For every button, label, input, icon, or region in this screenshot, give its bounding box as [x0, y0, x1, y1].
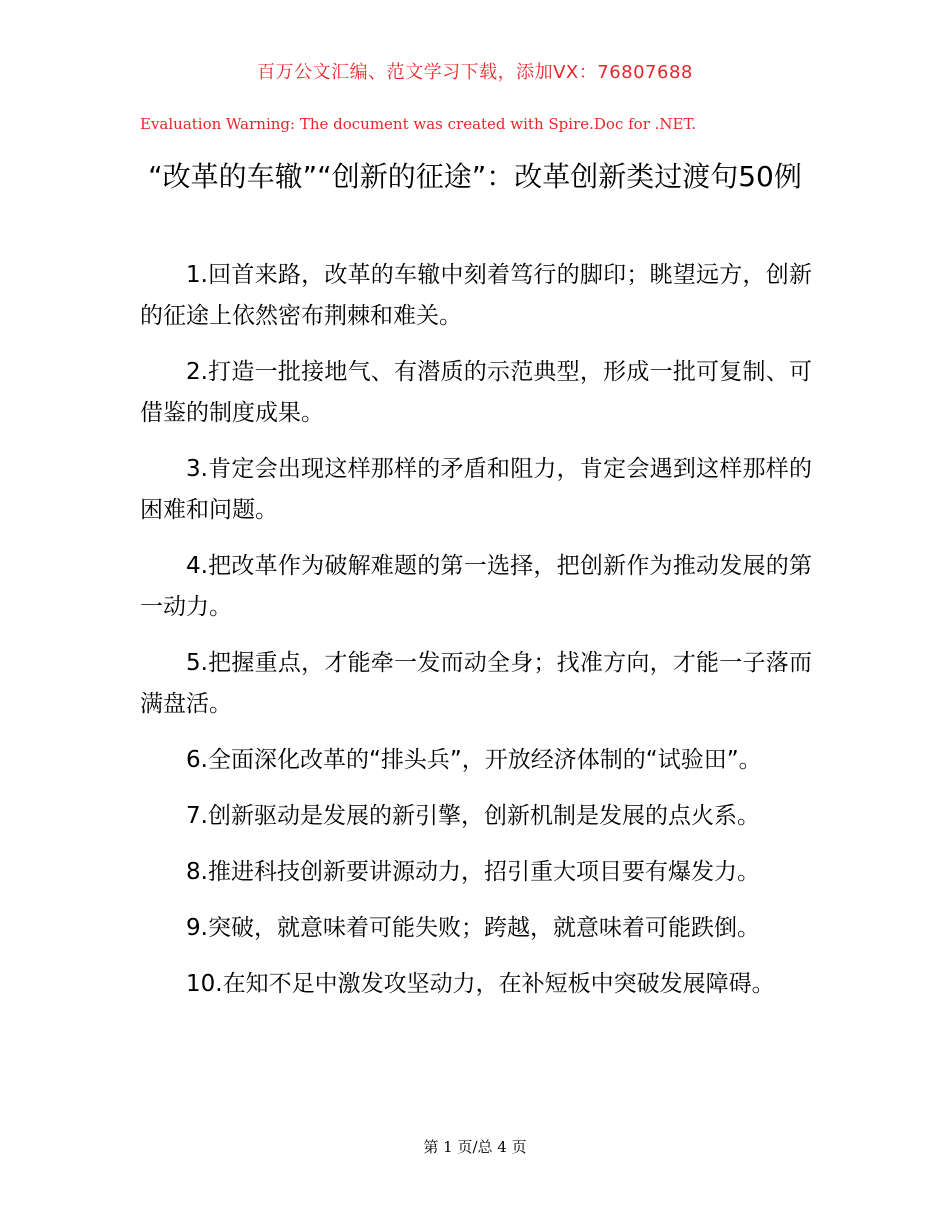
page-number-footer: 第 1 页/总 4 页 [423, 1138, 527, 1156]
paragraph: 5.把握重点，才能牵一发而动全身；找准方向，才能一子落而满盘活。 [140, 650, 812, 717]
paragraph: 9.突破，就意味着可能失败；跨越，就意味着可能跌倒。 [186, 915, 760, 941]
document-body [140, 255, 812, 1020]
paragraph: 1.回首来路，改革的车辙中刻着笃行的脚印；眺望远方，创新的征途上依然密布荆棘和难关。 [140, 262, 812, 329]
paragraph: 10.在知不足中激发攻坚动力，在补短板中突破发展障碍。 [186, 971, 775, 997]
evaluation-warning: Evaluation Warning: The document was created with Spire.Doc for .NET. [140, 115, 697, 133]
document-title: “改革的车辙”“创新的征途”：改革创新类过渡句50例 [148, 160, 802, 193]
header-ad-text: 百万公文汇编、范文学习下载，添加VX：76807688 [257, 62, 693, 83]
paragraph: 4.把改革作为破解难题的第一选择，把创新作为推动发展的第一动力。 [140, 553, 812, 620]
paragraph: 6.全面深化改革的“排头兵”，开放经济体制的“试验田”。 [186, 747, 762, 773]
paragraph: 3.肯定会出现这样那样的矛盾和阻力，肯定会遇到这样那样的困难和问题。 [140, 456, 812, 523]
paragraph: 7.创新驱动是发展的新引擎，创新机制是发展的点火系。 [186, 803, 760, 829]
paragraph: 8.推进科技创新要讲源动力，招引重大项目要有爆发力。 [186, 859, 760, 885]
paragraph: 2.打造一批接地气、有潜质的示范典型，形成一批可复制、可借鉴的制度成果。 [140, 359, 812, 426]
